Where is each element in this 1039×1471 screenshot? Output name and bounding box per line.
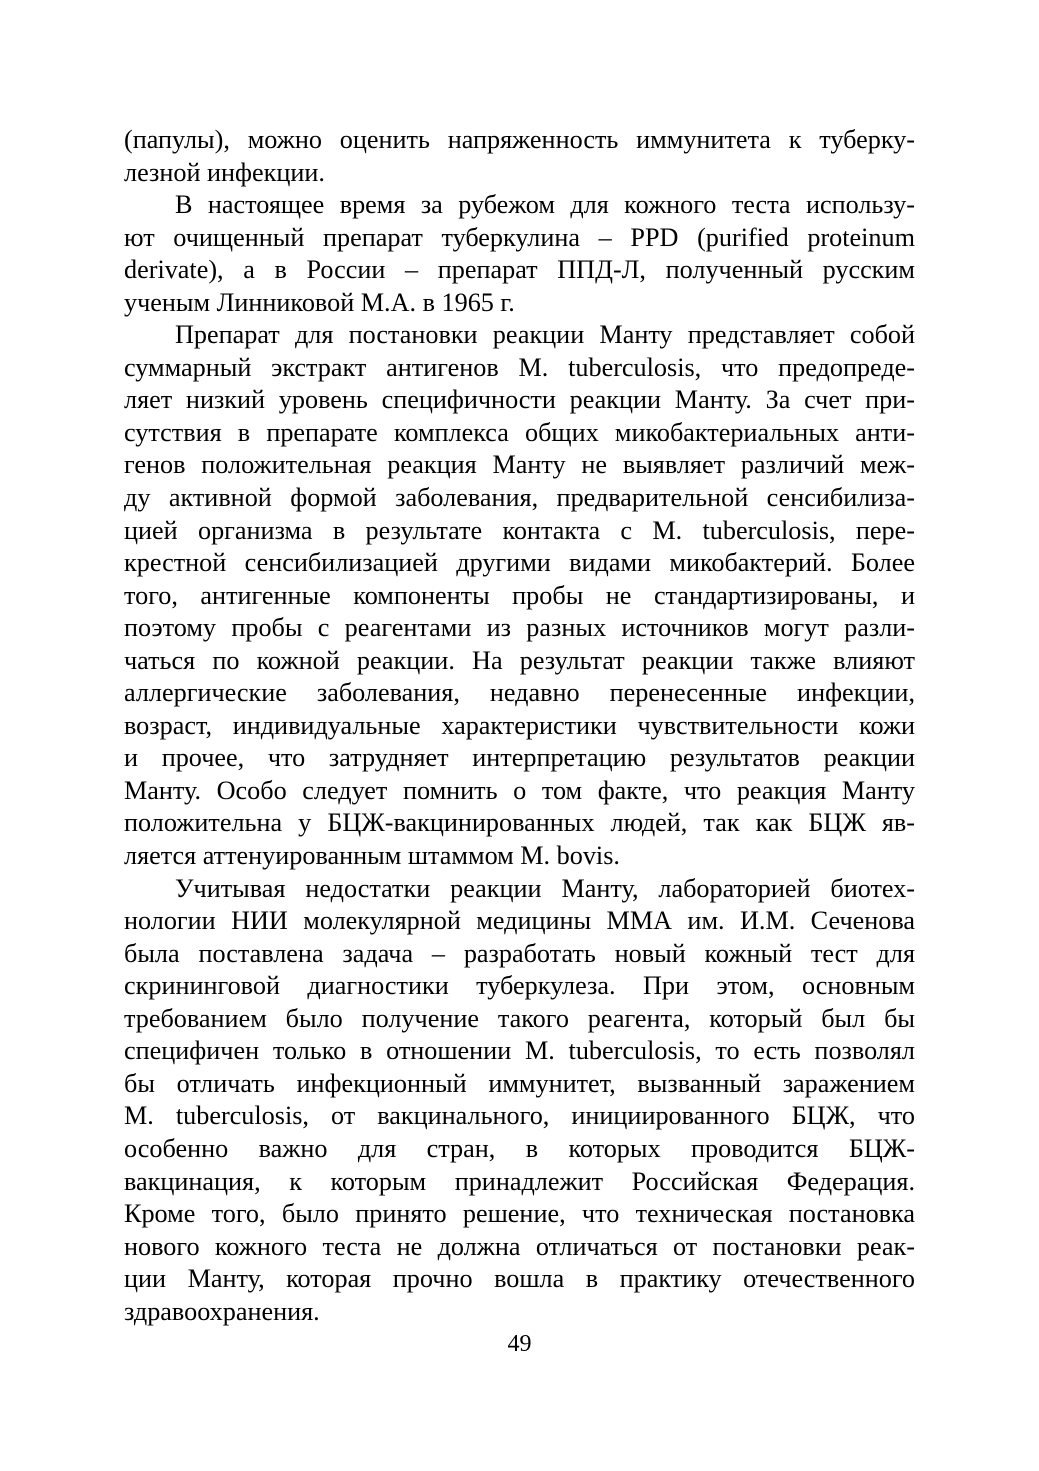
text-line: бы отличать инфекционный иммунитет, вызванный заражением	[124, 1068, 915, 1098]
text-line: и прочее, что затрудняет интерпретацию результатов реакции	[124, 743, 915, 773]
text-line: ученым Линниковой М.А. в 1965 г.	[124, 287, 515, 317]
text-line: derivate), а в России – препарат ППД-Л, полученный русским	[124, 255, 915, 285]
text-line: особенно важно для стран, в которых проводится БЦЖ-	[124, 1133, 915, 1163]
text-line: M. tuberculosis, от вакцинального, инициированного БЦЖ, что	[124, 1101, 915, 1131]
text-line: поэтому пробы с реагентами из разных источников могут разли-	[124, 613, 915, 643]
text-line: Учитывая недостатки реакции Манту, лабораторией биотех-	[175, 873, 915, 903]
text-line: положительна у БЦЖ-вакцинированных людей, так как БЦЖ яв-	[124, 808, 915, 838]
page-number: 49	[507, 1331, 532, 1357]
text-line: Препарат для постановки реакции Манту представляет собой	[175, 320, 915, 350]
text-line: того, антигенные компоненты пробы не стандартизированы, и	[124, 580, 915, 610]
text-line: чаться по кожной реакции. На результат реакции также влияют	[124, 645, 915, 675]
page-body	[124, 124, 915, 1328]
text-line: Кроме того, было принято решение, что техническая постановка	[124, 1199, 915, 1229]
paragraph	[124, 189, 915, 319]
text-line: нологии НИИ молекулярной медицины ММА им. И.М. Сеченова	[124, 906, 915, 936]
text-line: (папулы), можно оценить напряженность иммунитета к туберку-	[124, 125, 915, 154]
text-line: вакцинация, к которым принадлежит Российская Федерация.	[124, 1166, 915, 1196]
text-line: сутствия в препарате комплекса общих микобактериальных анти-	[124, 417, 915, 447]
text-line: ду активной формой заболевания, предварительной сенсибилиза-	[124, 483, 915, 513]
paragraph	[124, 319, 915, 872]
paragraph	[124, 124, 915, 189]
text-line: ции Манту, которая прочно вошла в практику отечественного	[124, 1264, 915, 1294]
text-line: возраст, индивидуальные характеристики чувствительности кожи	[124, 710, 915, 740]
text-line: цией организма в результате контакта с M. tuberculosis, пере-	[124, 515, 915, 545]
text-line: крестной сенсибилизацией другими видами микобактерий. Более	[124, 548, 915, 578]
text-line: требованием было получение такого реагента, который был бы	[124, 1003, 915, 1033]
text-line: В настоящее время за рубежом для кожного теста использу-	[175, 190, 915, 220]
text-line: ют очищенный препарат туберкулина – PPD (purified proteinum	[124, 222, 915, 252]
text-line: специфичен только в отношении M. tuberculosis, то есть позволял	[124, 1036, 915, 1066]
text-line: нового кожного теста не должна отличаться от постановки реак-	[124, 1231, 915, 1261]
text-line: скрининговой диагностики туберкулеза. При этом, основным	[124, 971, 915, 1001]
text-line: генов положительная реакция Манту не выявляет различий меж-	[124, 450, 915, 480]
text-line: суммарный экстракт антигенов M. tuberculosis, что предопреде-	[124, 352, 915, 382]
text-line: ляется аттенуированным штаммом M. bovis.	[124, 841, 620, 871]
text-line: Манту. Особо следует помнить о том факте, что реакция Манту	[124, 775, 915, 805]
text-line: аллергические заболевания, недавно перенесенные инфекции,	[124, 678, 915, 708]
text-line: лезной инфекции.	[124, 157, 325, 187]
text-line: ляет низкий уровень специфичности реакции Манту. За счет при-	[124, 385, 915, 415]
paragraph	[124, 873, 915, 1329]
text-line: здравоохранения.	[124, 1296, 320, 1326]
text-line: была поставлена задача – разработать новый кожный тест для	[124, 938, 915, 968]
